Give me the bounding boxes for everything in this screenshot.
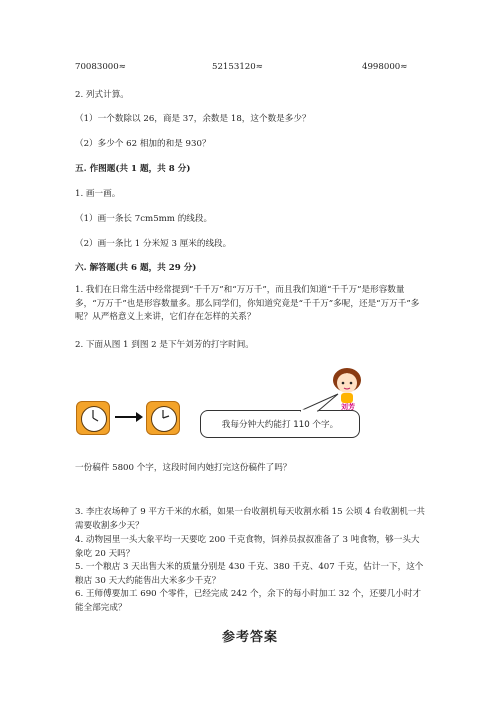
q2-item-2: （2）多少个 62 相加的和是 930？ — [75, 139, 211, 149]
q2-item-1: （1）一个数除以 26，商是 37，余数是 18，这个数是多少？ — [75, 114, 311, 124]
section6-problem-5: 5. 一个粮店 3 天出售大米的质量分别是 430 千克、380 千克、407 千克，估计一下，这个粮店 30 天大约能售出大米多少千克？ — [75, 562, 424, 586]
q2-heading: 2. 列式计算。 — [75, 90, 129, 100]
estimate-3: 4998000≈ — [362, 62, 408, 72]
speech-bubble-text: 我每分钟大约能打 110 个字。 — [221, 420, 339, 430]
section5-title: 五. 作图题(共 1 题，共 8 分) — [75, 164, 191, 174]
girl-icon — [328, 366, 366, 406]
estimate-2: 52153120≈ — [212, 62, 263, 72]
answers-title: 参考答案 — [221, 630, 278, 645]
clock-hands-icon — [77, 402, 109, 434]
girl-label: 刘芳 — [341, 403, 355, 411]
clock-figure-1 — [76, 401, 110, 435]
arrow-right-icon — [114, 409, 144, 425]
speech-bubble — [200, 410, 360, 438]
section5-item-1: （1）画一条长 7cm5mm 的线段。 — [75, 214, 213, 224]
clock-figure-2 — [146, 401, 180, 435]
section6-problem-6: 6. 王师傅要加工 690 个零件，已经完成 242 个，余下的每小时加工 32 个，还要几小时才能全部完成？ — [75, 589, 422, 613]
clock-hands-icon — [147, 402, 179, 434]
section6-problem-1: 1. 我们在日常生活中经常提到“千千万”和“万万千”，而且我们知道“千千万”是形容数量多，“万万千”也是形容数量多。那么同学们，你知道究竟是“千千万”多呢，还是“万万千”多呢？从严格意义上来讲，它们存在怎样的关系？ — [75, 285, 420, 322]
section6-problem-3: 3. 李庄农场种了 9 平方千米的水稻，如果一台收割机每天收割水稻 15 公顷 4 台收割机一共需要收割多少天？ — [75, 507, 425, 531]
section6-title: 六. 解答题(共 6 题，共 29 分) — [75, 263, 197, 273]
section5-item-2: （2）画一条比 1 分米短 3 厘米的线段。 — [75, 239, 232, 249]
section6-problem-2: 2. 下面从图 1 到图 2 是下午刘芳的打字时间。 — [75, 340, 254, 350]
section6-problem-2-question: 一份稿件 5800 个字，这段时间内她打完这份稿件了吗？ — [75, 463, 292, 473]
section5-heading: 1. 画一画。 — [75, 189, 121, 199]
section6-problem-4: 4. 动物园里一头大象平均一天要吃 200 千克食物，饲养员叔叔准备了 3 吨食物，够一头大象吃 20 天吗？ — [75, 535, 420, 559]
estimate-1: 70083000≈ — [75, 62, 126, 72]
